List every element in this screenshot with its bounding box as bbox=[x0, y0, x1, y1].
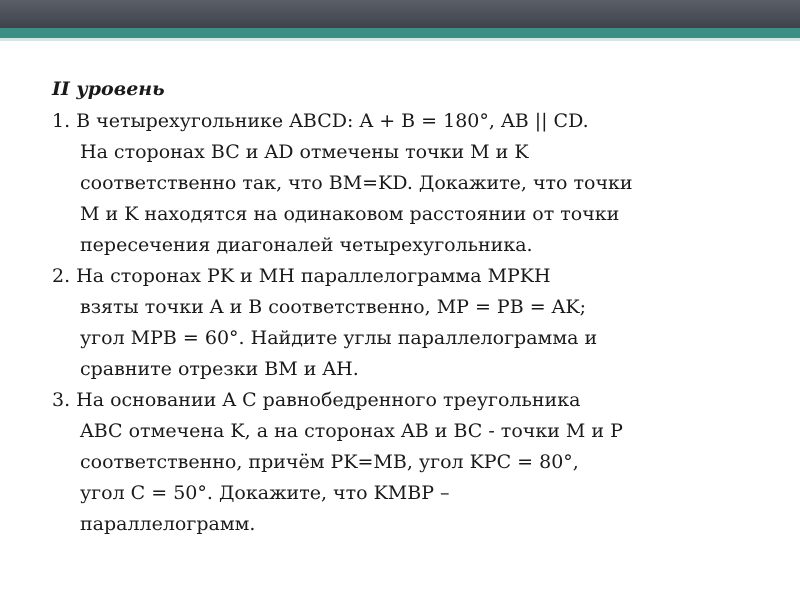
problem-line: пересечения диагоналей четырехугольника. bbox=[80, 234, 533, 256]
problem-2 bbox=[52, 261, 782, 385]
problem-line: угол C = 50°. Докажите, что KMBP – bbox=[80, 482, 450, 504]
problem-line: параллелограмм. bbox=[80, 513, 256, 535]
problem-line: угол MPB = 60°. Найдите углы параллелограмма и bbox=[80, 327, 598, 349]
slide-content bbox=[52, 74, 782, 540]
problem-line: сравните отрезки BM и AH. bbox=[80, 358, 359, 380]
level-title: II уровень bbox=[52, 78, 165, 100]
problem-line: соответственно, причём PK=MB, угол KPC = 80°, bbox=[80, 451, 579, 473]
problem-line: 3. На основании A C равнобедренного треугольника bbox=[52, 389, 581, 411]
problem-line: 2. На сторонах PK и MH параллелограмма MPKH bbox=[52, 265, 551, 287]
problem-1 bbox=[52, 106, 782, 261]
slide-sub-line bbox=[0, 38, 800, 41]
problem-line: 1. В четырехугольнике ABCD: A + B = 180°, AB || CD. bbox=[52, 110, 589, 132]
problem-line: взяты точки A и B соответственно, MP = PB = AK; bbox=[80, 296, 586, 318]
problem-line: На сторонах BC и AD отмечены точки M и K bbox=[80, 141, 529, 163]
problem-line: соответственно так, что BM=KD. Докажите, что точки bbox=[80, 172, 633, 194]
slide-top-bar bbox=[0, 0, 800, 28]
slide-accent-line bbox=[0, 28, 800, 38]
problem-line: M и K находятся на одинаковом расстоянии от точки bbox=[80, 203, 620, 225]
problem-line: ABC отмечена K, а на сторонах AB и BC - точки M и P bbox=[80, 420, 623, 442]
problem-3 bbox=[52, 385, 782, 540]
